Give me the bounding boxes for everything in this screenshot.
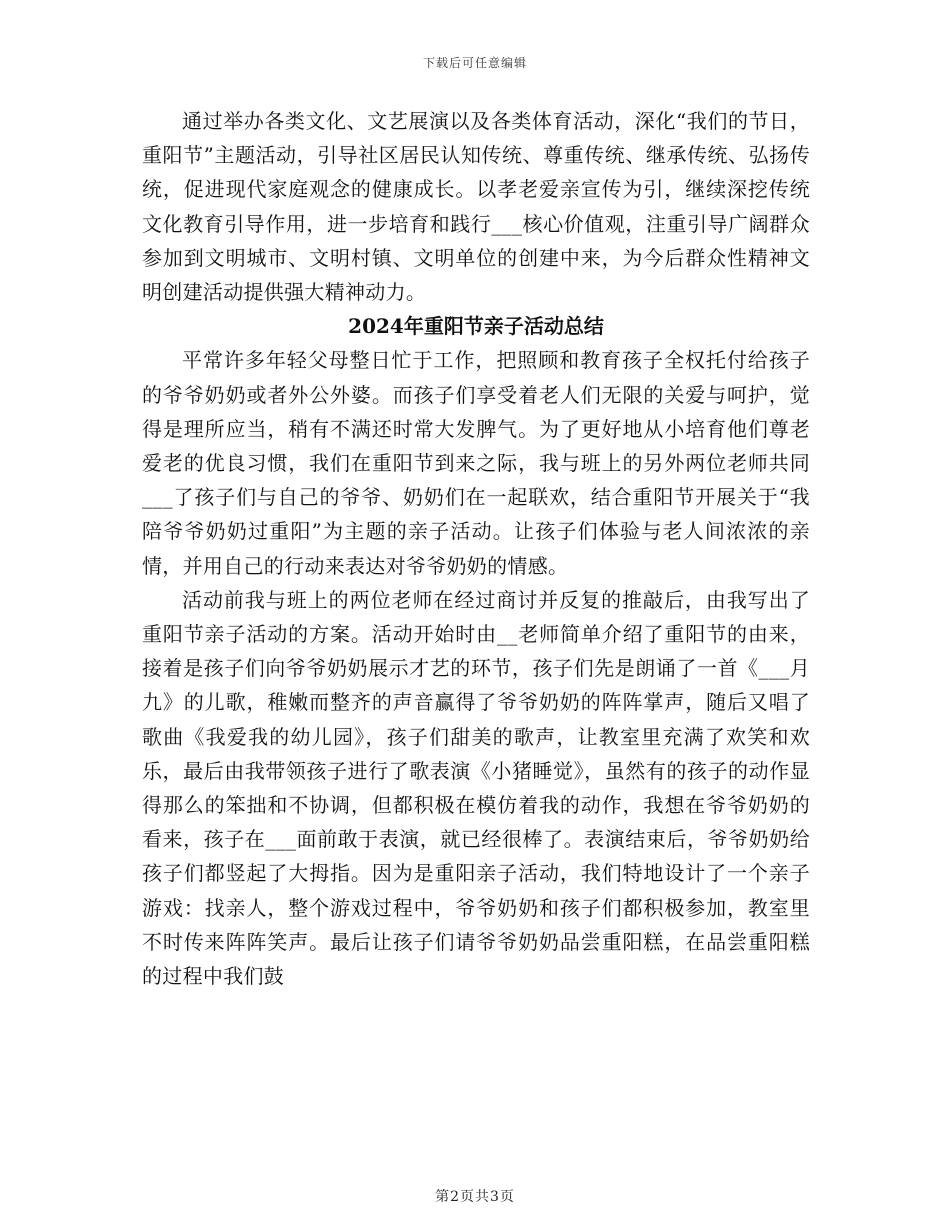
section-title: 2024年重阳节亲子活动总结 [348,314,604,339]
intro-paragraph: 通过举办各类文化、文艺展演以及各类体育活动，深化“我们的节日，重阳节”主题活动，引导社区居民认知传统、尊重传统、继承传统、弘扬传统，促进现代家庭观念的健康成长。以孝老爱亲宣传为引，继续深挖传统文化教育引导作用，进一步培育和践行___核心价值观，注重引导广阔群众参加到文明城市、文明村镇、文明单位的创建中来，为今后群众性精神文明创建活动提供强大精神动力。 [142,109,810,305]
body-paragraph-1: 平常许多年轻父母整日忙于工作，把照顾和教育孩子全权托付给孩子的爷爷奶奶或者外公外婆。而孩子们享受着老人们无限的关爱与呵护，觉得是理所应当，稍有不满还时常大发脾气。为了更好地从小培育他们尊老爱老的优良习惯，我们在重阳节到来之际，我与班上的另外两位老师共同___了孩子们与自己的爷爷、奶奶们在一起联欢，结合重阳节开展关于“我陪爷爷奶奶过重阳”为主题的亲子活动。让孩子们体验与老人间浓浓的亲情，并用自己的行动来表达对爷爷奶奶的情感。 [142,348,810,578]
page-header: 下载后可任意编辑 [422,56,527,70]
document-body [142,104,810,993]
page-footer: 第2页共3页 [435,1189,515,1205]
body-paragraph-2: 活动前我与班上的两位老师在经过商讨并反复的推敲后，由我写出了重阳节亲子活动的方案。活动开始时由__老师简单介绍了重阳节的由来，接着是孩子们向爷爷奶奶展示才艺的环节，孩子们先是朗诵了一首《___月九》的儿歌，稚嫩而整齐的声音赢得了爷爷奶奶的阵阵掌声，随后又唱了歌曲《我爱我的幼儿园》，孩子们甜美的歌声，让教室里充满了欢笑和欢乐，最后由我带领孩子进行了歌表演《小猪睡觉》，虽然有的孩子的动作显得那么的笨拙和不协调，但都积极在模仿着我的动作，我想在爷爷奶奶的看来，孩子在___面前敢于表演，就已经很棒了。表演结束后，爷爷奶奶给孩子们都竖起了大拇指。因为是重阳亲子活动，我们特地设计了一个亲子游戏：找亲人，整个游戏过程中，爷爷奶奶和孩子们都积极参加，教室里不时传来阵阵笑声。最后让孩子们请爷爷奶奶品尝重阳糕，在品尝重阳糕的过程中我们鼓 [142,587,810,989]
